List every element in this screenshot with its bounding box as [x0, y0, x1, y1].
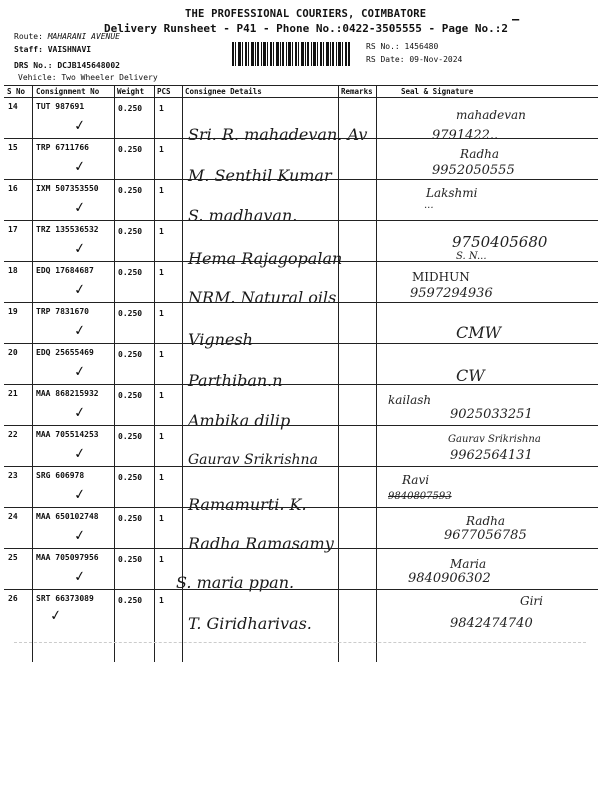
table-row	[4, 343, 598, 390]
row-sig-phone: 9677056785	[444, 528, 527, 543]
row-sig-phone: 9791422..	[432, 128, 499, 143]
row-sig-name: CW	[456, 366, 485, 385]
header-signature: Seal & Signature	[401, 87, 474, 96]
row-sig-phone: 9025033251	[450, 407, 533, 422]
vehicle-value: Two Wheeler Delivery	[61, 73, 158, 82]
table-row	[4, 261, 598, 307]
row-consignment: SRT 66373089	[36, 594, 94, 603]
column-divider	[338, 86, 339, 662]
delivered-tick-icon: ✓	[72, 117, 87, 135]
company-title: THE PROFESSIONAL COURIERS, COIMBATORE	[185, 8, 427, 20]
row-consignee: Parthiban.n	[188, 371, 283, 390]
header-sno: S No	[7, 87, 26, 96]
row-consignee: Gaurav Srikrishna	[188, 452, 318, 468]
table-row	[4, 220, 598, 268]
row-sig-name: Gaurav Srikrishna	[448, 434, 541, 445]
row-sig-name: kailash	[388, 393, 432, 407]
row-weight: 0.250	[118, 227, 143, 236]
row-sig-phone: 9952050555	[432, 163, 515, 178]
row-consignee: Ramamurti. K.	[188, 495, 307, 514]
row-consignment: TUT 987691	[36, 102, 85, 111]
row-consignee: M. Senthil Kumar	[188, 166, 332, 185]
delivered-tick-icon: ✓	[72, 363, 87, 381]
row-sno: 24	[8, 512, 18, 521]
table-row	[4, 97, 598, 144]
route-value: MAHARANI AVENUE	[47, 32, 120, 41]
column-divider	[376, 86, 377, 662]
row-sig-name: CMW	[456, 323, 502, 342]
header-weight: Weight	[117, 87, 145, 96]
row-sno: 17	[8, 225, 18, 234]
row-consignee: T. Giridharivas.	[188, 614, 312, 633]
row-sig-name: Lakshmi	[426, 186, 478, 200]
row-consignment: MAA 868215932	[36, 389, 99, 398]
table-row	[4, 589, 598, 633]
row-consignment: TRP 7831670	[36, 307, 89, 316]
delivered-tick-icon: ✓	[72, 527, 87, 545]
row-weight: 0.250	[118, 596, 143, 605]
drs-label: DRS No.:	[14, 61, 53, 70]
row-weight: 0.250	[118, 555, 143, 564]
row-sno: 25	[8, 553, 18, 562]
table-row	[4, 384, 598, 430]
row-sno: 16	[8, 184, 18, 193]
row-sig-name: 9750405680	[452, 233, 548, 251]
table-row	[4, 425, 598, 468]
row-sno: 21	[8, 389, 18, 398]
header-remarks: Remarks	[341, 87, 373, 96]
delivered-tick-icon: ✓	[72, 486, 87, 504]
row-sig-phone: ...	[424, 200, 434, 211]
row-sno: 26	[8, 594, 18, 603]
vehicle-label: Vehicle:	[18, 73, 57, 82]
row-pcs: 1	[159, 473, 164, 482]
row-pcs: 1	[159, 268, 164, 277]
route-label: Route:	[14, 32, 43, 41]
column-divider	[32, 86, 33, 662]
delivered-tick-icon: ✓	[72, 158, 87, 176]
row-weight: 0.250	[118, 473, 143, 482]
row-pcs: 1	[159, 227, 164, 236]
row-consignee: NRM. Natural oils	[188, 288, 337, 307]
row-sno: 14	[8, 102, 18, 111]
row-pcs: 1	[159, 104, 164, 113]
row-pcs: 1	[159, 350, 164, 359]
row-sig-name: mahadevan	[456, 108, 526, 122]
table-row	[4, 466, 598, 514]
row-weight: 0.250	[118, 145, 143, 154]
delivered-tick-icon: ✓	[72, 322, 87, 340]
row-sig-phone: 9842474740	[450, 616, 533, 631]
row-pcs: 1	[159, 514, 164, 523]
row-sig-name: Radha	[460, 147, 500, 161]
row-weight: 0.250	[118, 186, 143, 195]
row-sig-name: Maria	[450, 557, 487, 571]
row-weight: 0.250	[118, 514, 143, 523]
delivered-tick-icon: ✓	[72, 281, 87, 299]
drs-value: DCJB145648002	[57, 61, 120, 70]
row-sig-name: MIDHUN	[412, 270, 470, 284]
row-pcs: 1	[159, 555, 164, 564]
row-sno: 20	[8, 348, 18, 357]
row-consignment: MAA 705097956	[36, 553, 99, 562]
delivered-tick-icon: ✓	[72, 240, 87, 258]
row-consignment: MAA 650102748	[36, 512, 99, 521]
route-line	[14, 32, 120, 41]
delivered-tick-icon: ✓	[48, 607, 63, 625]
table-row	[4, 507, 598, 553]
row-sig-name: Ravi	[402, 473, 430, 487]
header-consignee: Consignee Details	[185, 87, 262, 96]
row-pcs: 1	[159, 596, 164, 605]
row-consignee: S. madhavan.	[188, 206, 298, 225]
row-sno: 18	[8, 266, 18, 275]
row-sig-phone: S. N...	[456, 251, 487, 262]
rs-no-value: 1456480	[404, 42, 439, 51]
runsheet-subtitle: Delivery Runsheet - P41 - Phone No.:0422-3505555 - Page No.:2	[104, 22, 508, 35]
runsheet-table	[4, 85, 598, 662]
row-sig-name: Radha	[466, 514, 506, 528]
row-weight: 0.250	[118, 350, 143, 359]
row-sno: 19	[8, 307, 18, 316]
row-sno: 15	[8, 143, 18, 152]
row-weight: 0.250	[118, 432, 143, 441]
row-consignment: TRZ 135536532	[36, 225, 99, 234]
page-fold-line	[14, 642, 586, 643]
rs-date-value: 09-Nov-2024	[409, 55, 463, 64]
delivered-tick-icon: ✓	[72, 445, 87, 463]
row-consignment: TRP 6711766	[36, 143, 89, 152]
row-pcs: 1	[159, 186, 164, 195]
row-consignment: SRG 606978	[36, 471, 85, 480]
row-consignment: MAA 705514253	[36, 430, 99, 439]
row-pcs: 1	[159, 432, 164, 441]
header-consignment: Consignment No	[36, 87, 100, 96]
barcode-image	[232, 42, 350, 66]
table-row	[4, 302, 598, 349]
drs-line	[14, 61, 120, 70]
staff-line	[14, 45, 91, 54]
staff-label: Staff:	[14, 45, 43, 54]
row-sig-phone: 9962564131	[450, 448, 533, 463]
delivered-tick-icon: ✓	[72, 568, 87, 586]
row-consignment: EDQ 25655469	[36, 348, 94, 357]
row-sig-phone: 9840807593	[388, 491, 452, 502]
row-sig-phone: 9840906302	[408, 571, 491, 586]
row-sno: 22	[8, 430, 18, 439]
table-row	[4, 548, 598, 592]
row-consignment: EDQ 17684687	[36, 266, 94, 275]
row-consignee: Ambika dilip	[188, 411, 291, 430]
table-row	[4, 179, 598, 225]
vehicle-line	[18, 73, 158, 82]
row-sno: 23	[8, 471, 18, 480]
row-consignee: Sri. R. mahadevan. Av	[188, 125, 368, 144]
table-row	[4, 138, 598, 185]
header-pcs: PCS	[157, 87, 171, 96]
column-divider	[114, 86, 115, 662]
row-sig-name: Giri	[520, 594, 543, 608]
rs-no-label: RS No.:	[366, 42, 400, 51]
rs-no-line	[366, 42, 438, 51]
row-consignee: Radha Ramasamy	[188, 534, 334, 553]
delivered-tick-icon: ✓	[72, 404, 87, 422]
staff-value: VAISHNAVI	[47, 45, 92, 54]
row-consignee: S. maria ppan.	[176, 573, 295, 592]
row-weight: 0.250	[118, 104, 143, 113]
rs-date-line	[366, 55, 462, 64]
row-sig-phone: 9597294936	[410, 286, 493, 301]
row-pcs: 1	[159, 391, 164, 400]
row-pcs: 1	[159, 145, 164, 154]
row-consignee: Hema Rajagopalan	[188, 249, 343, 268]
row-weight: 0.250	[118, 391, 143, 400]
row-weight: 0.250	[118, 309, 143, 318]
column-divider	[154, 86, 155, 662]
row-weight: 0.250	[118, 268, 143, 277]
delivered-tick-icon: ✓	[72, 199, 87, 217]
row-consignment: IXM 507353550	[36, 184, 99, 193]
row-consignee: Vignesh	[188, 330, 253, 349]
rs-date-label: RS Date:	[366, 55, 405, 64]
corner-mark: –	[512, 12, 520, 26]
row-pcs: 1	[159, 309, 164, 318]
